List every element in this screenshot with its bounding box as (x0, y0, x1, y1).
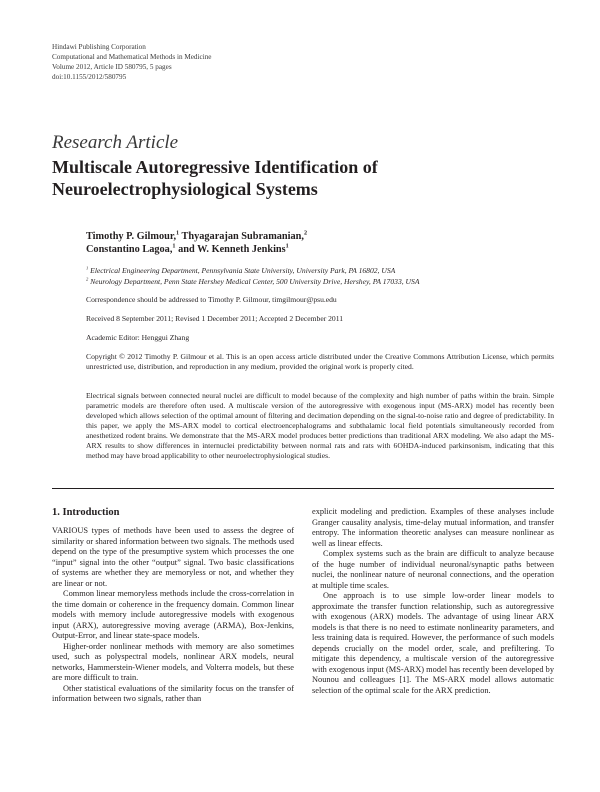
journal-name: Computational and Mathematical Methods in Medicine (52, 53, 212, 61)
correspondence: Correspondence should be addressed to Timothy P. Gilmour, timgilmour@psu.edu (86, 295, 337, 304)
paragraph: One approach is to use simple low-order linear models to approximate the transfer function relationship, such as autoregressive with exogenous (ARX) models. The advantage of using linear ARX models is that there is no need to estimate nonlinearity parameters, and less training data is required. However, the performance of such models depends crucially on the model order, scale, and prefiltering. To mitigate this dependency, a multiscale version of the autoregressive with exogenous input (MS-ARX) model has recently been developed by Nounou and colleagues [1]. The MS-ARX model allows automatic selection of the optimal scale for the ARX prediction. (312, 591, 554, 695)
publisher-name: Hindawi Publishing Corporation (52, 43, 146, 51)
title-line-1: Multiscale Autoregressive Identification of (52, 157, 378, 177)
submission-dates: Received 8 September 2011; Revised 1 December 2011; Accepted 2 December 2011 (86, 314, 344, 323)
article-type: Research Article (52, 132, 179, 153)
author-list (86, 230, 554, 256)
author-affiliation-mark: 1 (285, 242, 289, 250)
paragraph: Common linear memoryless methods include the cross-correlation in the time domain or coherence in the frequency domain. Common linear models with memory include autoregressive models with exogenous input (ARX), autoregressive moving average (ARMA), Box-Jenkins, Output-Error, and linear state-space models. (52, 589, 294, 640)
copyright-notice: Copyright © 2012 Timothy P. Gilmour et al. This is an open access article distributed under the Creative Commons Attribution License, which permits unrestricted use, distribution, and reproduction in any medium, provided the original work is properly cited. (86, 352, 554, 371)
affiliation-text: Electrical Engineering Department, Pennsylvania State University, University Park, PA 16802, USA (88, 266, 396, 275)
abstract: Electrical signals between connected neural nuclei are difficult to model because of the complexity and high number of paths within the brain. Simple parametric models are therefore often used. A multiscale version of the autoregressive with exogenous input (MS-ARX) model has recently been developed which allows selection of the optimal amount of filtering and decimation depending on the signal-to-noise ratio and degree of predictability. In this paper, we apply the MS-ARX model to cortical electroencephalograms and subthalamic local field potentials simultaneously recorded from anesthetized rodent brains. We demonstrate that the MS-ARX model produces better predictions than traditional ARX modeling. We also adapt the MS-ARX results to show differences in internuclei predictability between normal rats and rats with 6OHDA-induced parkinsonism, indicating that this method may have broad applicability to other neuroelectrophysiological studies. (86, 391, 554, 460)
title-line-2: Neuroelectrophysiological Systems (52, 179, 318, 199)
paragraph: Complex systems such as the brain are difficult to analyze because of the huge number of individual neuronal/synaptic paths between nuclei, the nonlinear nature of neuronal connections, and the operation at multiple time scales. (312, 549, 554, 590)
affiliation (86, 265, 554, 276)
volume-info: Volume 2012, Article ID 580795, 5 pages (52, 63, 172, 71)
author-line-2 (86, 243, 554, 256)
author-affiliation-mark: 2 (303, 229, 308, 237)
left-column (52, 507, 294, 705)
affiliation-text: Neurology Department, Penn State Hershey Medical Center, 500 University Drive, Hershey, PA 17033, USA (88, 277, 420, 286)
paragraph: Higher-order nonlinear methods with memory are also sometimes used, such as polyspectral models, nonlinear ARX models, neural networks, Hammerstein-Wiener models, and Volterra models, but these are more difficult to train. (52, 641, 294, 682)
paragraph: VARIOUS types of methods have been used to assess the degree of similarity or shared information between two signals. The methods used depend on the type of the presumptive system which processes the one “input” signal into the other “output” signal. Two basic classifications of systems are whether they are memoryless or not, and whether they are linear or not. (52, 526, 294, 588)
author-affiliation-mark: 1 (176, 229, 180, 237)
paragraph: Other statistical evaluations of the similarity focus on the transfer of information between two signals, rather than (52, 683, 294, 703)
author-line-1 (86, 230, 554, 243)
author-name: Timothy P. Gilmour, (86, 231, 177, 242)
paragraph: explicit modeling and prediction. Examples of these analyses include Granger causality analysis, time-delay mutual information, and transfer entropy. The information theoretic analyses can measure nonlinear as well as linear effects. (312, 507, 554, 548)
doi: doi:10.1155/2012/580795 (52, 73, 127, 81)
affiliation-mark: 2 (86, 276, 89, 282)
author-name: Constantino Lagoa, (86, 244, 173, 255)
journal-header (52, 42, 212, 82)
author-name: and W. Kenneth Jenkins (175, 244, 286, 255)
right-column (312, 507, 554, 696)
section-divider (52, 488, 554, 489)
author-affiliation-mark: 1 (172, 242, 176, 250)
affiliation (86, 276, 554, 287)
affiliation-mark: 1 (86, 265, 89, 271)
academic-editor: Academic Editor: Henggui Zhang (86, 333, 190, 342)
author-name: Thyagarajan Subramanian, (179, 231, 304, 242)
paper-title (52, 156, 532, 200)
section-heading: 1. Introduction (52, 507, 120, 518)
affiliations (86, 265, 554, 287)
